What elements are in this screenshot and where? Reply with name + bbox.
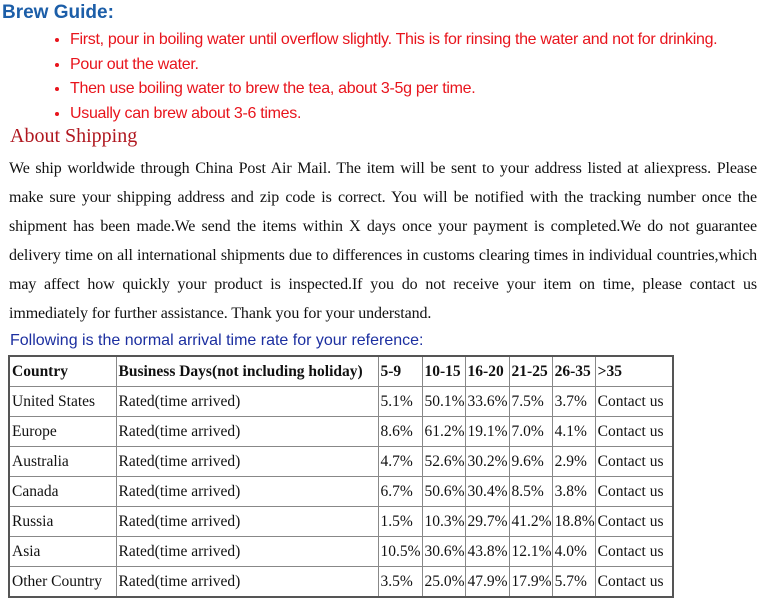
table-cell: 17.9%	[509, 567, 552, 598]
table-cell: Rated(time arrived)	[116, 477, 378, 507]
table-row	[9, 537, 673, 567]
table-cell: Rated(time arrived)	[116, 507, 378, 537]
table-cell: 43.8%	[465, 537, 509, 567]
table-cell: Rated(time arrived)	[116, 537, 378, 567]
table-cell: 18.8%	[552, 507, 595, 537]
table-cell: 30.2%	[465, 447, 509, 477]
table-cell: 61.2%	[422, 417, 465, 447]
table-cell: 10.5%	[378, 537, 422, 567]
table-cell: Rated(time arrived)	[116, 567, 378, 598]
table-cell: 10.3%	[422, 507, 465, 537]
brew-step: • First, pour in boiling water until overflow slightly. This is for rinsing the water and not for drinking.	[70, 28, 717, 53]
table-cell: 47.9%	[465, 567, 509, 598]
table-cell: Contact us	[595, 447, 673, 477]
table-header-row	[9, 356, 673, 387]
table-row	[9, 477, 673, 507]
reference-line: Following is the normal arrival time rate for your reference:	[10, 332, 424, 349]
header-cell: 10-15	[422, 356, 465, 387]
header-cell: Country	[9, 356, 116, 387]
table-cell: Rated(time arrived)	[116, 387, 378, 417]
table-cell: 50.6%	[422, 477, 465, 507]
table-cell: 3.8%	[552, 477, 595, 507]
table-cell: Australia	[9, 447, 116, 477]
table-cell: 5.1%	[378, 387, 422, 417]
table-cell: 50.1%	[422, 387, 465, 417]
table-row	[9, 567, 673, 598]
brew-steps-list	[50, 28, 717, 126]
arrival-rate-table	[8, 355, 674, 598]
table-cell: Rated(time arrived)	[116, 447, 378, 477]
table-cell: 8.5%	[509, 477, 552, 507]
table-cell: 12.1%	[509, 537, 552, 567]
table-cell: 4.1%	[552, 417, 595, 447]
brew-step: • Usually can brew about 3-6 times.	[70, 102, 717, 127]
table-cell: 30.6%	[422, 537, 465, 567]
table-cell: 1.5%	[378, 507, 422, 537]
shipping-title: About Shipping	[10, 125, 138, 147]
table-cell: Russia	[9, 507, 116, 537]
brew-step: • Pour out the water.	[70, 53, 717, 78]
header-cell: 5-9	[378, 356, 422, 387]
table-cell: Europe	[9, 417, 116, 447]
shipping-paragraph: We ship worldwide through China Post Air Mail. The item will be sent to your address listed at aliexpress. Please make sure your shipping address and zip code is correct. You will be notified with the tracking number once the shipment has been made.We send the items within X days once your payment is completed.We do not guarantee delivery time on all international shipments due to differences in customs clearing times in individual countries,which may affect how quickly your product is inspected.If you do not receive your item on time, please contact us immediately for further assistance. Thank you for your understand.	[9, 160, 757, 322]
table-cell: Canada	[9, 477, 116, 507]
table-cell: 3.7%	[552, 387, 595, 417]
table-cell: 41.2%	[509, 507, 552, 537]
brew-guide-title: Brew Guide:	[2, 2, 114, 23]
table-row	[9, 417, 673, 447]
table-cell: 29.7%	[465, 507, 509, 537]
table-cell: 9.6%	[509, 447, 552, 477]
table-cell: 52.6%	[422, 447, 465, 477]
table-cell: 19.1%	[465, 417, 509, 447]
header-cell: >35	[595, 356, 673, 387]
table-cell: United States	[9, 387, 116, 417]
table-cell: Contact us	[595, 507, 673, 537]
table-cell: 33.6%	[465, 387, 509, 417]
table-cell: Contact us	[595, 387, 673, 417]
table-cell: 4.7%	[378, 447, 422, 477]
table-cell: 25.0%	[422, 567, 465, 598]
table-cell: 8.6%	[378, 417, 422, 447]
table-cell: Contact us	[595, 537, 673, 567]
table-cell: Other Country	[9, 567, 116, 598]
table-cell: 6.7%	[378, 477, 422, 507]
header-cell: 21-25	[509, 356, 552, 387]
table-cell: 5.7%	[552, 567, 595, 598]
table-row	[9, 387, 673, 417]
header-cell: 26-35	[552, 356, 595, 387]
table-cell: Rated(time arrived)	[116, 417, 378, 447]
table-cell: Asia	[9, 537, 116, 567]
table-row	[9, 507, 673, 537]
table-cell: 3.5%	[378, 567, 422, 598]
table-cell: 7.5%	[509, 387, 552, 417]
header-cell: Business Days(not including holiday)	[116, 356, 378, 387]
table-cell: 30.4%	[465, 477, 509, 507]
table-cell: 2.9%	[552, 447, 595, 477]
table-cell: Contact us	[595, 477, 673, 507]
table-cell: 7.0%	[509, 417, 552, 447]
brew-step: • Then use boiling water to brew the tea, about 3-5g per time.	[70, 77, 717, 102]
table-row	[9, 447, 673, 477]
table-cell: 4.0%	[552, 537, 595, 567]
table-cell: Contact us	[595, 417, 673, 447]
header-cell: 16-20	[465, 356, 509, 387]
table-cell: Contact us	[595, 567, 673, 598]
